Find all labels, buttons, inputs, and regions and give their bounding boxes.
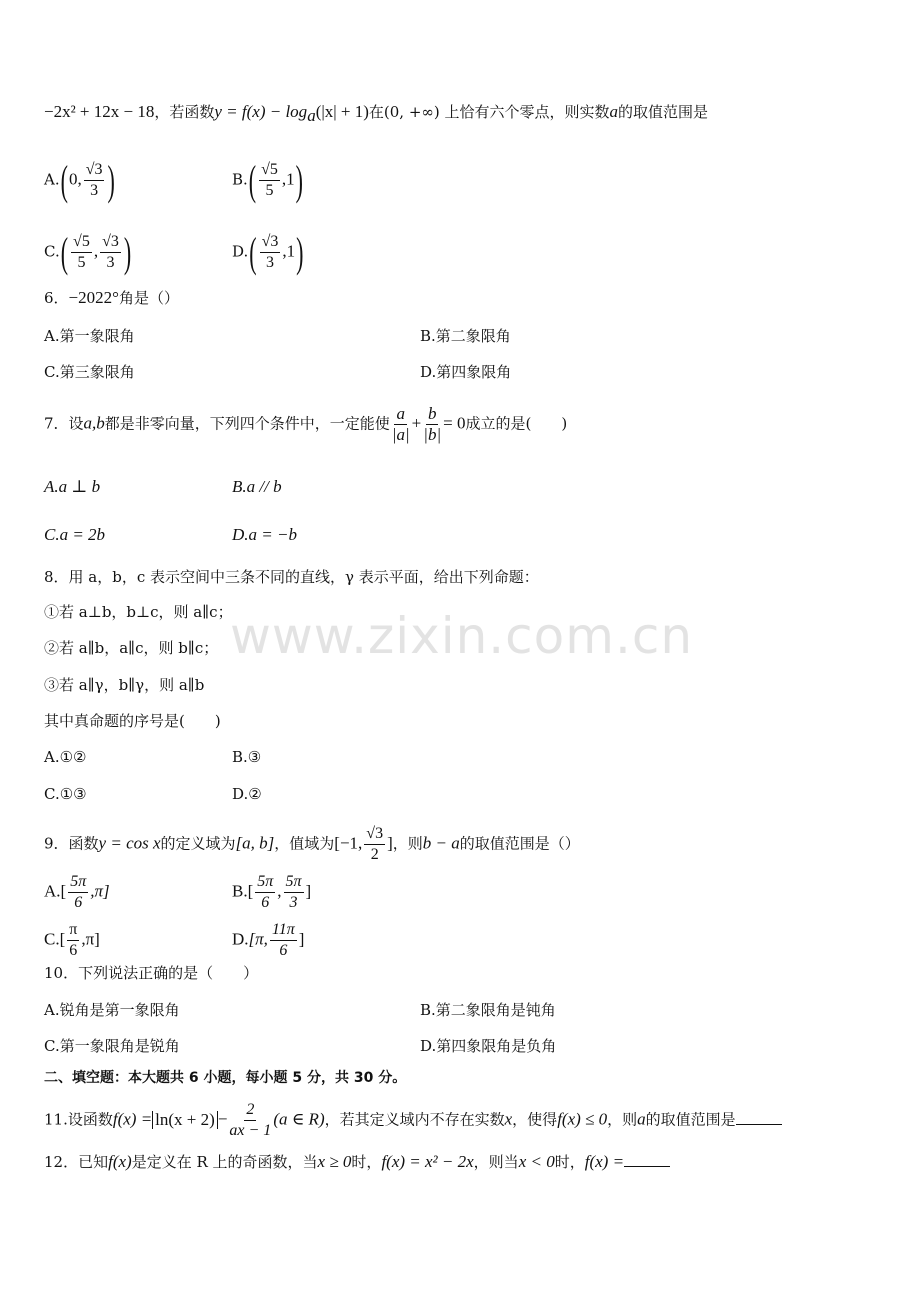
q7-option-d[interactable]: D.a = −b — [232, 525, 297, 544]
q8-option-b[interactable]: B.③ — [232, 748, 262, 766]
q5-text3: 的取值范围是 — [618, 103, 709, 121]
q5-option-d[interactable]: D.( $\frac{√3}{3}$ ,1) — [232, 227, 304, 276]
q6-number: 6． — [44, 289, 69, 307]
q12-number: 12．已知 — [44, 1153, 109, 1171]
q8-proposition-1: ①若 a⊥b，b⊥c，则 a∥c； — [44, 603, 233, 621]
frac-den: 3 — [106, 254, 115, 271]
q12-def: f(x) = x² − 2x — [381, 1152, 474, 1171]
frac-num: √5 — [71, 232, 92, 253]
option-label: D. — [232, 242, 249, 261]
q6-option-b[interactable]: B.第二象限角 — [420, 327, 511, 345]
answer-blank[interactable] — [736, 1110, 782, 1125]
frac-num: √3 — [100, 232, 121, 253]
q5-func: y = f(x) − log — [214, 102, 308, 121]
frac-num: 5π — [255, 872, 275, 893]
q6-option-a[interactable]: A.第一象限角 — [44, 327, 135, 345]
q9-text2: ，值域为 — [274, 834, 335, 853]
frac-den: ax − 1 — [229, 1122, 272, 1139]
q11-number: 11.设函数 — [44, 1110, 113, 1129]
q10-option-a[interactable]: A.锐角是第一象限角 — [44, 1001, 180, 1019]
q12-stem — [44, 1151, 670, 1173]
bracket: ,π] — [90, 881, 110, 901]
q10-stem: 10．下列说法正确的是（ ） — [44, 964, 259, 982]
q8-ask: 其中真命题的序号是( ) — [44, 712, 221, 730]
frac-den: 3 — [289, 894, 298, 911]
q12-func: f(x) — [108, 1152, 132, 1171]
option-label: B. — [232, 881, 248, 901]
frac-den: |b| — [423, 425, 442, 444]
bracket: [ — [60, 881, 67, 901]
frac-num: √3 — [84, 160, 105, 181]
frac-num: π — [67, 920, 79, 941]
q11-text2: ，使得 — [512, 1110, 558, 1129]
frac-den: 2 — [370, 846, 379, 863]
q9-expr: y = cos x — [98, 833, 161, 853]
q9-domain: [a, b] — [235, 833, 275, 853]
q10-option-d[interactable]: D.第四象限角是负角 — [420, 1037, 557, 1055]
bracket: [ — [247, 881, 254, 901]
q7-option-a[interactable]: A.a ⊥ b — [44, 477, 101, 496]
q6-option-d[interactable]: D.第四象限角 — [420, 363, 512, 381]
q11-ln: ln(x + 2) — [152, 1111, 218, 1129]
q5-text: ，若函数 — [154, 103, 215, 121]
q8-option-a[interactable]: A.①② — [44, 748, 87, 766]
frac-num: √3 — [364, 824, 385, 845]
q7-number: 7．设 — [44, 414, 84, 433]
q7-option-b[interactable]: B.a // b — [232, 477, 282, 496]
q7-eq: = 0 — [443, 413, 466, 433]
q12-text4: 时， — [554, 1153, 585, 1171]
frac-num: b — [427, 404, 437, 423]
frac-num: 5π — [68, 872, 88, 893]
q11-text3: ，则 — [607, 1110, 638, 1129]
frac-den: |a| — [391, 425, 410, 444]
q5-log-base: a — [307, 106, 316, 125]
answer-blank[interactable] — [624, 1152, 670, 1167]
q11-minus: − — [217, 1109, 228, 1129]
frac-den: 6 — [261, 894, 270, 911]
q10-option-c[interactable]: C.第一象限角是锐角 — [44, 1037, 180, 1055]
q11-var-x: x — [504, 1109, 513, 1129]
q9-option-d[interactable] — [232, 920, 304, 961]
q11-ineq: f(x) ≤ 0 — [557, 1109, 608, 1129]
q5-option-c[interactable]: C.( $\frac{√5}{5}$ , $\frac{√3}{3}$ ) — [44, 227, 132, 276]
q11-var-a: a — [637, 1109, 646, 1129]
q7-vectors: a,b — [83, 413, 105, 433]
q5-var-a: a — [609, 102, 619, 121]
q11-text: ，若其定义域内不存在实数 — [324, 1110, 505, 1129]
q11-func: f(x) = — [112, 1109, 153, 1129]
q12-text2: 时， — [351, 1153, 382, 1171]
option-label: C. — [44, 242, 60, 261]
frac-num: 11π — [270, 920, 297, 941]
frac-den: 6 — [279, 942, 288, 959]
bracket: ,π] — [81, 929, 100, 949]
q9-range-left: [−1, — [334, 833, 363, 853]
q6-text: 角是（） — [118, 289, 179, 307]
q12-cond1: x ≥ 0 — [317, 1152, 352, 1171]
q7-text2: 成立的是( ) — [465, 414, 568, 433]
q9-option-a[interactable] — [44, 872, 110, 913]
q5-option-b[interactable]: B.( $\frac{√5}{5}$ ,1) — [232, 155, 303, 204]
bracket: [ — [59, 929, 66, 949]
q10-option-b[interactable]: B.第二象限角是钝角 — [420, 1001, 556, 1019]
q9-bma: b − a — [422, 833, 460, 853]
q12-cond2: x < 0 — [518, 1152, 555, 1171]
q8-stem: 8．用 a，b，c 表示空间中三条不同的直线，γ 表示平面，给出下列命题： — [44, 568, 539, 586]
q8-option-d[interactable]: D.② — [232, 785, 262, 803]
q9-option-c[interactable] — [44, 920, 100, 961]
q12-text: 是定义在 R 上的奇函数，当 — [131, 1153, 318, 1171]
frac-right: ,1 — [282, 241, 296, 261]
bracket: ] — [305, 881, 312, 901]
q11-text4: 的取值范围是 — [645, 1110, 736, 1129]
q9-range-right: ] — [387, 833, 393, 853]
frac-den: 3 — [90, 182, 99, 199]
watermark: www.zixin.com.cn — [230, 607, 694, 665]
q9-number: 9．函数 — [44, 834, 99, 853]
q6-option-c[interactable]: C.第三象限角 — [44, 363, 135, 381]
frac-left: 0, — [68, 169, 82, 189]
frac-den: 6 — [74, 894, 83, 911]
frac-den: 5 — [77, 254, 86, 271]
q12-ask: f(x) = — [584, 1152, 625, 1171]
frac-num: a — [396, 404, 405, 423]
q8-option-c[interactable]: C.①③ — [44, 785, 87, 803]
option-label: B. — [232, 170, 248, 189]
option-label: A. — [44, 170, 60, 189]
q9-stem — [44, 824, 580, 865]
q9-text: 的定义域为 — [160, 834, 236, 853]
bracket: ] — [298, 929, 305, 949]
q5-text2: 在(0, +∞) 上恰有六个零点，则实数 — [368, 103, 610, 121]
frac-num: 5π — [284, 872, 304, 893]
q6-expr: −2022° — [68, 288, 119, 307]
q9-text3: ，则 — [392, 834, 423, 853]
q7-text: 都是非零向量，下列四个条件中，一定能使 — [104, 414, 390, 433]
option-label: C. — [44, 929, 60, 949]
frac-num: √3 — [260, 232, 281, 253]
q5-stem — [44, 101, 708, 127]
q11-stem — [44, 1100, 782, 1141]
q8-proposition-3: ③若 a∥γ，b∥γ，则 a∥b — [44, 676, 205, 694]
frac-den: 3 — [265, 254, 274, 271]
q9-text4: 的取值范围是（） — [459, 834, 580, 853]
q9-option-b[interactable]: B.[ $\frac{5\pi}{6}$ , $\frac{5\pi}{3}$ ] — [232, 873, 312, 911]
q7-stem: 7．设a,b都是非零向量，下列四个条件中，一定能使 $\frac{a}{|a|}$ + $\frac{b}{|b|}$ = 0成立的是( ) — [44, 404, 568, 444]
q5-expr: −2x² + 12x − 18 — [44, 102, 155, 121]
q11-cond: (a ∈ R) — [273, 1109, 325, 1129]
frac-num: 2 — [244, 1100, 256, 1121]
frac-den: 5 — [265, 182, 274, 199]
option-label: D. — [232, 929, 249, 949]
q8-proposition-2: ②若 a∥b，a∥c，则 b∥c； — [44, 639, 219, 657]
q12-text3: ，则当 — [473, 1153, 519, 1171]
frac-den: 6 — [69, 942, 78, 959]
q6-stem — [44, 287, 179, 309]
q5-log-arg: (|x| + 1) — [315, 102, 369, 121]
frac-right: ,1 — [281, 169, 295, 189]
bracket: [π, — [248, 929, 268, 949]
q7-option-c[interactable]: C.a = 2b — [44, 525, 106, 544]
q5-option-a[interactable]: A.(0, $\frac{√3}{3}$ ) — [44, 155, 115, 204]
section-heading: 二、填空题：本大题共 6 小题，每小题 5 分，共 30 分。 — [44, 1070, 407, 1086]
frac-num: √5 — [259, 160, 280, 181]
option-label: A. — [44, 881, 61, 901]
